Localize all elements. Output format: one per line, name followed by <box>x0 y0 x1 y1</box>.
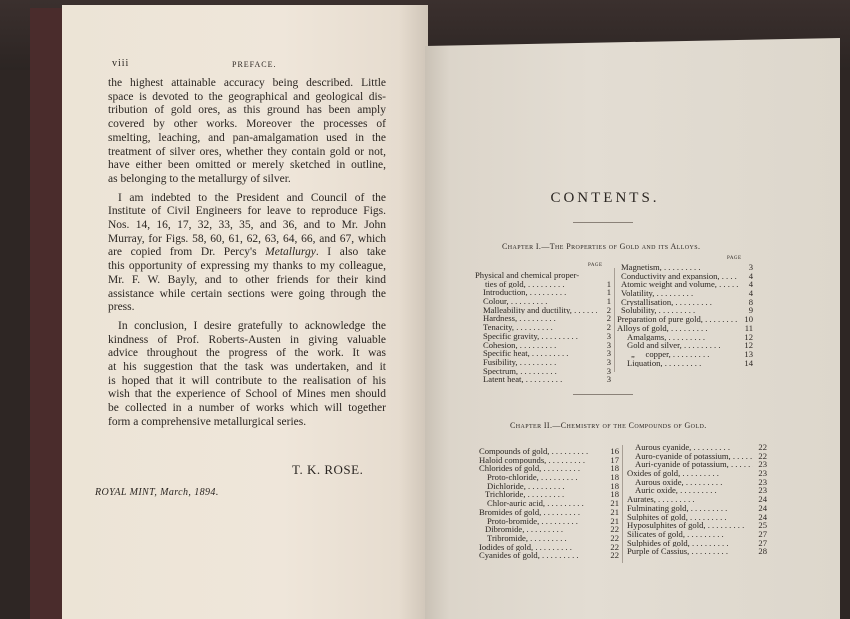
contents-entry <box>475 271 611 280</box>
entry-page: 22 <box>758 450 767 461</box>
entry-title: Oxides of gold, . . <box>627 469 753 478</box>
book-cover-edge <box>30 8 66 619</box>
entry-title: Tenacity, . . <box>475 323 597 332</box>
entry-title: Specific gravity, . . <box>475 332 597 341</box>
entry-title: Conductivity and expansion, . . <box>617 272 739 281</box>
entry-title: Auric oxide, . . <box>627 486 753 495</box>
entry-title: Aurous oxide, . . <box>627 478 753 487</box>
signature: T. K. ROSE. <box>292 462 364 477</box>
contents-entry <box>479 473 619 482</box>
entry-title: Compounds of gold, . . <box>479 447 605 456</box>
contents-entry <box>617 280 753 289</box>
contents-entry <box>479 490 619 499</box>
entry-title: Preparation of pure gold, . . <box>617 315 739 324</box>
entry-page: 24 <box>758 511 767 522</box>
entry-page: 13 <box>744 348 753 359</box>
running-head: PREFACE. <box>232 60 277 69</box>
contents-entry <box>627 460 767 469</box>
contents-title: CONTENTS. <box>550 190 660 206</box>
entry-title: Iodides of gold, . . <box>479 543 605 552</box>
contents-entry <box>627 547 767 556</box>
contents-entry <box>627 521 767 530</box>
entry-page: 24 <box>758 502 767 513</box>
entry-title: Liquation, . . <box>617 359 739 368</box>
contents-entry <box>479 464 619 473</box>
entry-title: Introduction, . . <box>475 288 597 297</box>
contents-entry <box>475 323 611 332</box>
chapter-2-left-column <box>479 447 619 560</box>
contents-entry <box>479 517 619 526</box>
entry-title: Haloid compounds, . . <box>479 456 605 465</box>
preface-line: at his suggestion that the task was undertaken, and it <box>108 361 386 373</box>
preface-line: kindness of Prof. Roberts-Austen in giving valuable <box>108 333 386 346</box>
contents-entry <box>627 539 767 548</box>
entry-page: 2 <box>606 304 611 315</box>
preface-line: wish that the experience of School of Mines men should <box>108 388 386 401</box>
entry-page: 2 <box>606 313 611 324</box>
entry-title: Proto-bromide, . . <box>479 517 605 526</box>
entry-title: Sulphites of gold, . . <box>627 513 753 522</box>
contents-entry <box>627 504 767 513</box>
entry-page: 16 <box>610 446 619 456</box>
entry-page: 1 <box>606 278 611 289</box>
entry-title: Gold and silver, . . <box>617 341 739 350</box>
preface-line: Mr. F. W. Bayly, and to other friends for their kind <box>108 273 386 286</box>
entry-page: 11 <box>744 322 753 333</box>
entry-title: Malleability and ductility, . . <box>475 306 597 315</box>
contents-entry <box>627 443 767 452</box>
contents-entry <box>479 534 619 543</box>
contents-entry <box>479 543 619 552</box>
preface-line: form a comprehensive metallurgical series. <box>108 415 307 428</box>
entry-page: 23 <box>758 476 767 487</box>
contents-entry <box>627 486 767 495</box>
contents-entry <box>479 508 619 517</box>
entry-title: Fusibility, . . <box>475 358 597 367</box>
entry-page: 10 <box>744 314 753 325</box>
contents-entry <box>479 551 619 560</box>
entry-page: 12 <box>744 331 753 342</box>
contents-entry <box>475 367 611 376</box>
entry-page: 4 <box>748 270 753 281</box>
preface-line: be collected in a number of works which will together <box>108 402 386 415</box>
contents-entry <box>475 280 611 289</box>
contents-entry <box>617 350 753 359</box>
preface-line: Murray, for Figs. 58, 60, 61, 62, 63, 64, 66, and 67, which <box>108 232 386 245</box>
entry-page: 24 <box>758 494 767 505</box>
contents-entry <box>617 272 753 281</box>
contents-entry <box>627 478 767 487</box>
entry-title: Hardness, . . <box>475 314 597 323</box>
entry-page: 18 <box>610 480 619 491</box>
entry-title: Colour, . . <box>475 297 597 306</box>
preface-line: I am indebted to the President and Council of the <box>118 191 386 204</box>
contents-entry <box>627 530 767 539</box>
entry-page: 22 <box>610 541 619 552</box>
entry-title: Amalgams, . . <box>617 333 739 342</box>
entry-page: 4 <box>748 288 753 299</box>
entry-page: 27 <box>758 528 767 539</box>
column-divider <box>614 268 615 372</box>
entry-page: 3 <box>606 339 611 350</box>
preface-line: advice throughout the progress of the work. It was <box>108 347 386 360</box>
entry-title: Solubility, . . <box>617 306 739 315</box>
preface-line: In conclusion, I desire gratefully to acknowledge the <box>118 319 386 332</box>
entry-page: 23 <box>758 459 767 470</box>
entry-title: Chlorides of gold, . . <box>479 464 605 473</box>
entry-title: Spectrum, . . <box>475 367 597 376</box>
entry-title: Chlor-auric acid, . . <box>479 499 605 508</box>
preface-line: the highest attainable accuracy being described. Little <box>108 77 386 89</box>
entry-page: 3 <box>606 356 611 367</box>
entry-title: Purple of Cassius, . . <box>627 547 753 556</box>
entry-title: Physical and chemical proper- <box>475 271 580 280</box>
entry-title: Cohesion, . . <box>475 341 597 350</box>
preface-line: Nos. 14, 16, 17, 32, 33, 35, and 36, and to Mr. John <box>108 219 386 231</box>
entry-title: Dibromide, . . <box>479 525 605 534</box>
contents-entry <box>475 288 611 297</box>
entry-title: Auro-cyanide of potassium, . . <box>627 452 753 461</box>
contents-entry <box>617 333 753 342</box>
entry-title: „ copper, . . <box>617 350 739 359</box>
chapter-2-heading: Chapter II.—Chemistry of the Compounds of Gold. <box>510 421 707 430</box>
divider <box>573 394 633 395</box>
entry-title: Magnetism, . . <box>617 263 739 272</box>
entry-page: 3 <box>606 330 611 341</box>
preface-line: this opportunity of expressing my thanks to my colleague, <box>108 260 386 273</box>
preface-line: treatment of silver ores, whether they contain gold or not, <box>108 145 386 158</box>
contents-entry <box>617 341 753 350</box>
entry-page: 17 <box>610 454 619 465</box>
contents-entry <box>479 456 619 465</box>
entry-page: 22 <box>610 524 619 535</box>
preface-line: is hoped that it will contribute to the realisation of his <box>108 374 386 387</box>
contents-entry <box>475 297 611 306</box>
contents-entry <box>475 332 611 341</box>
contents-entry <box>475 358 611 367</box>
preface-line: covered by other works. Moreover the processes of <box>108 118 386 131</box>
entry-title: Alloys of gold, . . <box>617 324 739 333</box>
chapter-1-left-column <box>475 271 611 384</box>
entry-page: 27 <box>758 537 767 548</box>
entry-page: 18 <box>610 463 619 474</box>
page-number: viii <box>112 58 130 69</box>
entry-page: 12 <box>744 340 753 351</box>
chapter-1-right-column <box>617 263 753 367</box>
entry-page: 22 <box>610 550 619 561</box>
entry-title: Cyanides of gold, . . <box>479 551 605 560</box>
preface-line: tribution of gold ores, as this ground has been amply <box>108 104 386 117</box>
entry-title: Sulphides of gold, . . <box>627 539 753 548</box>
preface-line: as belonging to the metallurgy of silver. <box>108 172 291 185</box>
contents-entry <box>617 289 753 298</box>
contents-entry <box>617 306 753 315</box>
entry-title: Trichloride, . . <box>479 490 605 499</box>
entry-page: 23 <box>758 468 767 479</box>
contents-entry <box>479 499 619 508</box>
entry-page: 9 <box>748 305 753 316</box>
contents-entry <box>475 349 611 358</box>
entry-page: 1 <box>606 287 611 298</box>
contents-entry <box>617 298 753 307</box>
contents-entry <box>475 341 611 350</box>
entry-title: Hyposulphites of gold, . . <box>627 521 753 530</box>
entry-title: Latent heat, . . <box>475 375 597 384</box>
entry-page: 3 <box>606 348 611 359</box>
entry-page: 8 <box>748 296 753 307</box>
entry-title: ties of gold, . . <box>475 280 597 289</box>
divider <box>573 222 633 223</box>
entry-page: 28 <box>758 546 767 557</box>
entry-title: Atomic weight and volume, . . <box>617 280 739 289</box>
entry-page: 25 <box>758 520 767 531</box>
contents-entry <box>479 447 619 456</box>
entry-title: Aurous cyanide, . . <box>627 443 753 452</box>
preface-line: press. <box>108 301 135 314</box>
entry-title: Specific heat, . . <box>475 349 597 358</box>
entry-page: 22 <box>610 532 619 543</box>
contents-entry <box>617 315 753 324</box>
entry-title: Tribromide, . . <box>479 534 605 543</box>
entry-page: 21 <box>610 506 619 517</box>
contents-entry <box>627 452 767 461</box>
contents-entry <box>617 324 753 333</box>
entry-title: Silicates of gold, . . <box>627 530 753 539</box>
entry-title: Crystallisation, . . <box>617 298 739 307</box>
entry-page: 23 <box>758 485 767 496</box>
entry-page: 21 <box>610 498 619 509</box>
entry-title: Volatility, . . <box>617 289 739 298</box>
entry-page: 18 <box>610 472 619 483</box>
preface-line: Institute of Civil Engineers for leave to reproduce Figs. <box>108 205 386 218</box>
column-divider <box>622 445 623 563</box>
entry-page: 1 <box>606 296 611 307</box>
contents-entry <box>475 375 611 384</box>
contents-entry <box>475 314 611 323</box>
entry-page: 3 <box>606 365 611 376</box>
entry-page: 2 <box>606 322 611 333</box>
dateline: ROYAL MINT, March, 1894. <box>95 487 219 498</box>
chapter-2-right-column <box>627 443 767 556</box>
entry-page: 21 <box>610 515 619 526</box>
contents-entry <box>617 263 753 272</box>
entry-title: Proto-chloride, . . <box>479 473 605 482</box>
entry-page: 4 <box>748 279 753 290</box>
entry-page: 22 <box>758 442 767 452</box>
contents-entry <box>479 525 619 534</box>
contents-entry <box>627 495 767 504</box>
entry-page: 18 <box>610 489 619 500</box>
preface-line: space is devoted to the geographical and geological dis- <box>108 90 386 103</box>
preface-line: smelting, leaching, and pan-amalgamation used in the <box>108 131 386 144</box>
entry-page: 3 <box>748 262 753 272</box>
entry-title: Fulminating gold, . . <box>627 504 753 513</box>
contents-entry <box>627 469 767 478</box>
entry-title: Aurates, . . <box>627 495 753 504</box>
entry-page: 14 <box>744 357 753 368</box>
chapter-1-heading: Chapter I.—The Properties of Gold and its Alloys. <box>502 242 701 251</box>
entry-title: Auri-cyanide of potassium, . . <box>627 460 753 469</box>
contents-entry <box>479 482 619 491</box>
contents-entry <box>475 306 611 315</box>
preface-line: have either been omitted or merely sketched in outline, <box>108 159 386 172</box>
contents-entry <box>627 513 767 522</box>
page-label: PAGE <box>588 263 603 268</box>
contents-entry <box>617 359 753 368</box>
preface-line: are copied from Dr. Percy's Metallurgy. I also take <box>108 246 386 259</box>
entry-page: 3 <box>606 374 611 385</box>
entry-title: Bromides of gold, . . <box>479 508 605 517</box>
page-label: PAGE <box>727 256 742 261</box>
entry-title: Dichloride, . . <box>479 482 605 491</box>
preface-line: assistance while certain sections were going through the <box>108 287 386 300</box>
